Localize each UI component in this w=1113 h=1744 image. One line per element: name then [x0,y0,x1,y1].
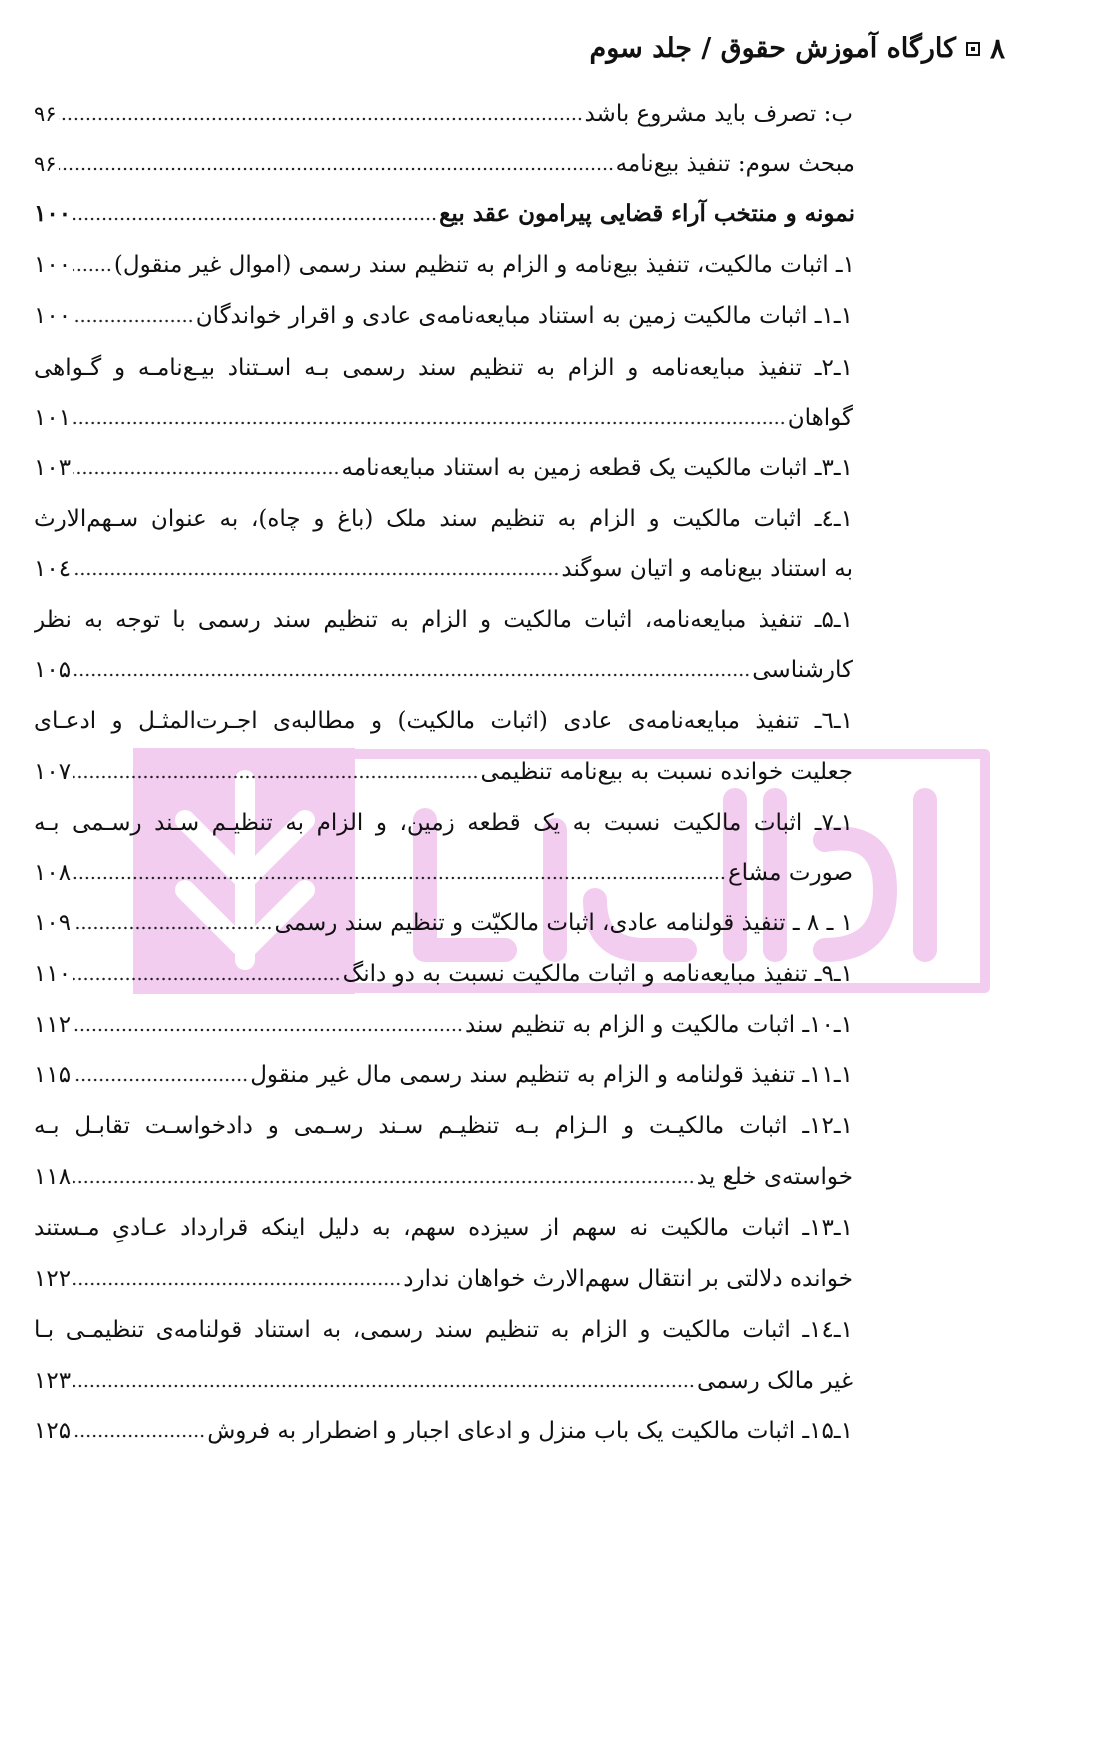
toc-entry: ۱ـ۱۱ـ تنفیذ قولنامه و الزام به تنظیم سند رسمی مال غیر منقول ۱۱۵ [34,1062,853,1088]
toc-entry: خوانده دلالتی بر انتقال سهم‌الارث خواهان ندارد ۱۲۲ [34,1266,853,1292]
leader-dots [73,1023,463,1033]
toc-entry: صورت مشاع ۱۰۸ [34,860,853,886]
leader-dots [73,466,339,476]
leader-dots [73,212,437,222]
toc-entry: مبحث سوم: تنفیذ بیع‌نامه ۹۶ [34,151,855,177]
toc-entry: به استناد بیع‌نامه و اتیان سوگند ۱۰٤ [34,556,853,582]
toc-entry-line: ۱ـ٤ـ اثبات مالکیت و الزام به تنظیم سند ملک (باغ و چاه)، به عنوان سـهم‌الارث [34,506,853,532]
toc-entry-line: ۱ـ۷ـ اثبات مالکیت نسبت به یک قطعه زمین، و الزام به تنظیـم سـند رسـمی بـه [34,810,853,836]
toc-entry-line: ۱ـ۱۳ـ اثبات مالکیت نه سهم از سیزده سهم، به دلیل اینکه قرارداد عـادیِ مـستند [34,1215,853,1241]
toc-entry: گواهان ۱۰۱ [34,405,853,431]
toc-entry: ۱ـ اثبات مالکیت، تنفیذ بیع‌نامه و الزام به تنظیم سند رسمی (اموال غیر منقول) ۱۰۰ [34,252,855,278]
toc-entry-line: ۱ـ۱٤ـ اثبات مالکیت و الزام به تنظیم سند رسمی، به استناد قولنامه‌ی تنظیمـی بـا [34,1317,853,1343]
toc-entry: خواسته‌ی خلع ید ۱۱۸ [34,1164,853,1190]
leader-dots [73,1175,695,1185]
toc-entry: ۱ـ۳ـ اثبات مالکیت یک قطعه زمین به استناد مبایعه‌نامه ۱۰۳ [34,455,853,481]
leader-dots [73,972,341,982]
leader-dots [73,567,559,577]
leader-dots [59,162,614,172]
leader-dots [73,668,750,678]
toc-entry: ب: تصرف باید مشروع باشد ۹۶ [34,101,853,127]
leader-dots [73,921,272,931]
leader-dots [73,1277,401,1287]
toc-entry-line: ۱ـ۱۲ـ اثبات مالکیـت و الـزام بـه تنظیـم سـند رسـمی و دادخواسـت تقابـل بـه [34,1113,853,1139]
leader-dots [73,770,478,780]
toc-entry: کارشناسی ۱۰۵ [34,657,853,683]
toc-entry: ۱ـ۱۵ـ اثبات مالکیت یک باب منزل و ادعای اجبار و اضطرار به فروش ۱۲۵ [34,1418,853,1444]
leader-dots [73,416,786,426]
toc-entry: جعلیت خوانده نسبت به بیع‌نامه تنظیمی ۱۰۷ [34,759,853,785]
toc-entry-line: ۱ـ٦ـ تنفیذ مبایعه‌نامه‌ی عادی (اثبات مالکیت) و مطالبه‌ی اجـرت‌المثـل و ادعـای [34,708,853,734]
leader-dots [73,1073,248,1083]
toc-entry: غیر مالک رسمی ۱۲۳ [34,1368,853,1394]
toc-entry-line: ۱ـ۲ـ تنفیذ مبایعه‌نامه و الزام به تنظیم سند رسمی بـه اسـتناد بیـع‌نامـه و گـواهی [34,355,853,381]
leader-dots [73,1379,695,1389]
toc-entry-line: ۱ـ۵ـ تنفیذ مبایعه‌نامه، اثبات مالکیت و الزام به تنظیم سند رسمی با توجه به نظر [34,607,853,633]
toc-entry: ۱ـ۱ـ اثبات مالکیت زمین به استناد مبایعه‌نامه‌ی عادی و اقرار خواندگان ۱۰۰ [34,303,853,329]
page-number: ۸ [989,32,1005,65]
leader-dots [73,871,726,881]
book-title: کارگاه آموزش حقوق / جلد سوم [589,33,956,64]
toc-entry: ۱ ـ ۸ ـ تنفیذ قولنامه عادی، اثبات مالکیّت و تنظیم سند رسمی ۱۰۹ [34,910,853,936]
leader-dots [73,314,194,324]
leader-dots [59,112,583,122]
toc-entry: ۱ـ۹ـ تنفیذ مبایعه‌نامه و اثبات مالکیت نسبت به دو دانگ ۱۱۰ [34,961,853,987]
leader-dots [73,1429,205,1439]
toc-section-heading: نمونه و منتخب آراء قضایی پیرامون عقد بیع ۱۰۰ [34,200,855,227]
toc-entry: ۱ـ۱۰ـ اثبات مالکیت و الزام به تنظیم سند ۱۱۲ [34,1012,853,1038]
leader-dots [73,263,112,273]
